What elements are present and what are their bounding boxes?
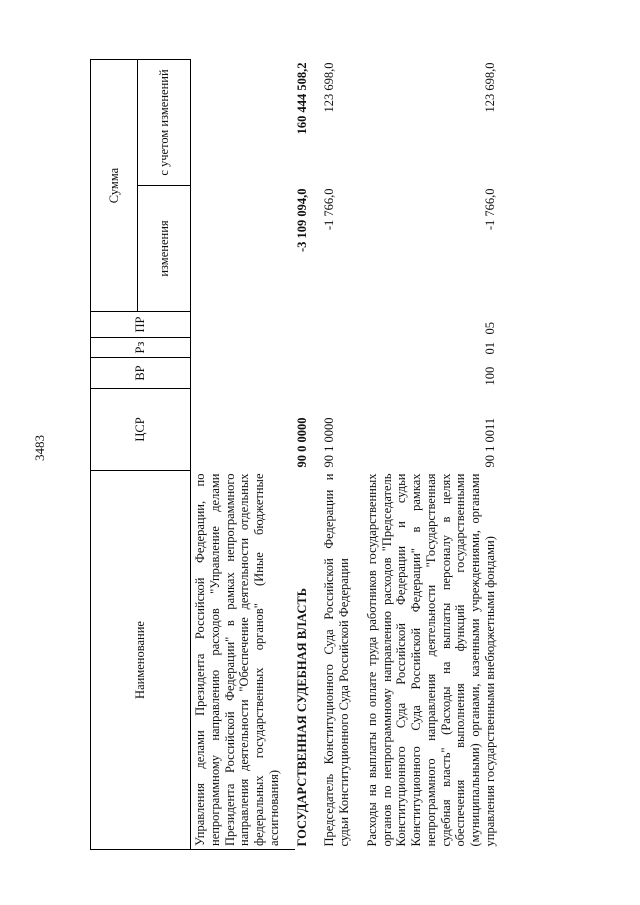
header-name: Наименование (91, 471, 191, 850)
page-number: 3483 (32, 435, 47, 461)
row-name: Управления делами Президента Российской Федерации, по непрограммному направлению расходов "Управление делами Президента Российской Федерации" в рамках непрограммного направления деятельности "Обеспечение деятельности отдельных федеральных государственных органов" (Иные бюджетные ассигнования) (191, 471, 295, 850)
row-rz (295, 338, 323, 358)
row-pr (322, 312, 365, 338)
row-rz: 01 (482, 342, 497, 355)
row-total: 123 698,0 (482, 62, 497, 113)
row-change (191, 186, 295, 312)
row-rz (322, 338, 365, 358)
row-total: 123 698,0 (322, 62, 337, 113)
table-row (322, 60, 365, 850)
row-change: -3 109 094,0 (294, 188, 309, 253)
row-vr: 100 (482, 366, 497, 386)
row-total: 160 444 508,2 (294, 62, 309, 135)
row-rz (191, 338, 295, 358)
row-csr: 90 1 0011 (482, 417, 497, 468)
row-pr (295, 312, 323, 338)
row-name: ГОСУДАРСТВЕННАЯ СУДЕБНАЯ ВЛАСТЬ (294, 588, 309, 847)
header-pr: ПР (91, 312, 191, 338)
header-csr: ЦСР (91, 389, 191, 471)
header-with-changes: с учетом изменений (138, 60, 191, 186)
row-name: Расходы на выплаты по оплате труда работников государственных органов по непрограммному направлению расходов "Председатель Конституционного Суда Российской Федерации и судьи Конституционного Суда Российской Федерации" в рамках непрограммного направления деятельности "Государственная судебная власть" (Расходы на выплаты персоналу в целях обеспечения выполнения функций государственными (муниципальными) органами, казенными учреждениями, органами управления государственными внебюджетными фондами) (364, 473, 497, 847)
budget-table-sheet (90, 60, 610, 850)
header-changes: изменения (138, 186, 191, 312)
budget-table (90, 59, 498, 850)
table-row (365, 60, 498, 850)
table-row (295, 60, 323, 850)
table-row (191, 60, 295, 850)
row-pr (191, 312, 295, 338)
table-header (91, 60, 191, 850)
header-rz: Рз (91, 338, 191, 358)
row-vr (295, 358, 323, 389)
row-csr (191, 389, 295, 471)
row-pr: 05 (482, 322, 497, 335)
header-sum: Сумма (91, 60, 138, 312)
row-vr (322, 358, 365, 389)
row-name: Председатель Конституционного Суда Российской Федерации и судьи Конституционного Суда Российской Федерации (322, 473, 351, 847)
row-csr: 90 0 0000 (294, 417, 309, 468)
row-total (191, 60, 295, 186)
row-change: -1 766,0 (482, 188, 497, 231)
row-vr (191, 358, 295, 389)
row-change: -1 766,0 (322, 188, 337, 231)
header-vr: ВР (91, 358, 191, 389)
row-csr: 90 1 0000 (322, 417, 337, 468)
table-body (191, 60, 498, 850)
